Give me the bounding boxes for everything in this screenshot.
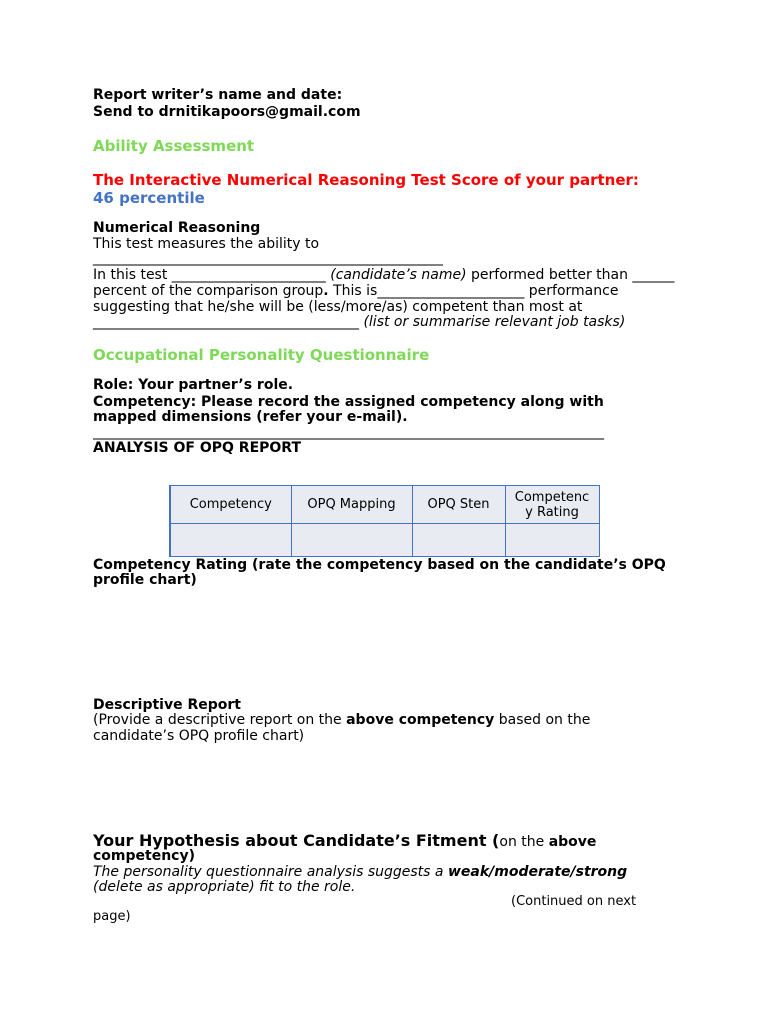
percent-line	[93, 283, 618, 299]
blank-line: __________________________________________________	[93, 250, 443, 266]
table-header-row	[170, 486, 599, 524]
delete-line: (delete as appropriate) fit to the role.	[93, 879, 356, 895]
suggest-line: suggesting that he/she will be (less/more/as) competent than most at	[93, 299, 583, 315]
test-line-start: In this test ______________________	[93, 267, 331, 283]
test-line	[93, 267, 674, 283]
suggests-start: The personality questionnaire analysis suggests a	[93, 864, 448, 880]
continued-line: (Continued on next	[511, 894, 637, 909]
opq-section-title: Occupational Personality Questionnaire	[93, 346, 430, 364]
tasks-hint: (list or summarise relevant job tasks)	[363, 314, 626, 330]
opq-table	[169, 485, 600, 557]
score-value: 46 percentile	[93, 189, 205, 207]
divider-line: _________________________________________________________________________	[93, 424, 604, 440]
descriptive-end: based on the	[494, 712, 591, 728]
competency-line-1: Competency: Please record the assigned competency along with	[93, 394, 604, 410]
header-opq-sten: OPQ Sten	[412, 486, 505, 524]
candidate-name-hint: (candidate’s name)	[330, 267, 467, 283]
table-row	[170, 524, 599, 557]
report-writer-label: Report writer’s name and date:	[93, 87, 343, 103]
ability-assessment-title: Ability Assessment	[93, 137, 255, 155]
numerical-reasoning-heading: Numerical Reasoning	[93, 220, 261, 236]
hypothesis-heading-on: on the	[499, 834, 549, 850]
suggests-line	[93, 864, 627, 880]
continued-page: page)	[93, 909, 131, 924]
descriptive-start: (Provide a descriptive report on the	[93, 712, 347, 728]
descriptive-line-2: candidate’s OPQ profile chart)	[93, 728, 305, 744]
percent-line-dot: .	[323, 283, 329, 299]
tasks-line	[93, 314, 625, 330]
descriptive-line-1	[93, 712, 590, 728]
cell-competency[interactable]	[170, 524, 291, 557]
competency-line-2: mapped dimensions (refer your e-mail).	[93, 409, 408, 425]
percent-line-end: This is_____________________ performance	[328, 283, 619, 299]
score-heading: The Interactive Numerical Reasoning Test Score of your partner:	[93, 171, 639, 189]
header-opq-mapping: OPQ Mapping	[291, 486, 412, 524]
hypothesis-heading-above: above	[548, 834, 597, 850]
test-line-end: performed better than ______	[466, 267, 675, 283]
cell-opq-mapping[interactable]	[291, 524, 412, 557]
descriptive-heading: Descriptive Report	[93, 697, 241, 713]
header-competency-rating: Competenc y Rating	[505, 486, 599, 524]
header-competency: Competency	[170, 486, 291, 524]
tasks-blank: ______________________________________	[93, 314, 364, 330]
hypothesis-heading-main: Your Hypothesis about Candidate’s Fitment (	[93, 831, 500, 850]
rating-line-2: profile chart)	[93, 572, 197, 588]
send-to-line: Send to drnitikapoors@gmail.com	[93, 104, 361, 120]
descriptive-bold: above competency	[346, 712, 495, 728]
measures-line: This test measures the ability to	[93, 236, 320, 252]
role-line: Role: Your partner’s role.	[93, 377, 294, 393]
cell-opq-sten[interactable]	[412, 524, 505, 557]
cell-competency-rating[interactable]	[505, 524, 599, 557]
rating-line-1: Competency Rating (rate the competency based on the candidate’s OPQ	[93, 557, 666, 573]
percent-line-start: percent of the comparison group	[93, 283, 324, 299]
hypothesis-heading-line-2: competency)	[93, 848, 195, 864]
analysis-heading: ANALYSIS OF OPQ REPORT	[93, 440, 301, 456]
suggests-options: weak/moderate/strong	[447, 864, 628, 880]
